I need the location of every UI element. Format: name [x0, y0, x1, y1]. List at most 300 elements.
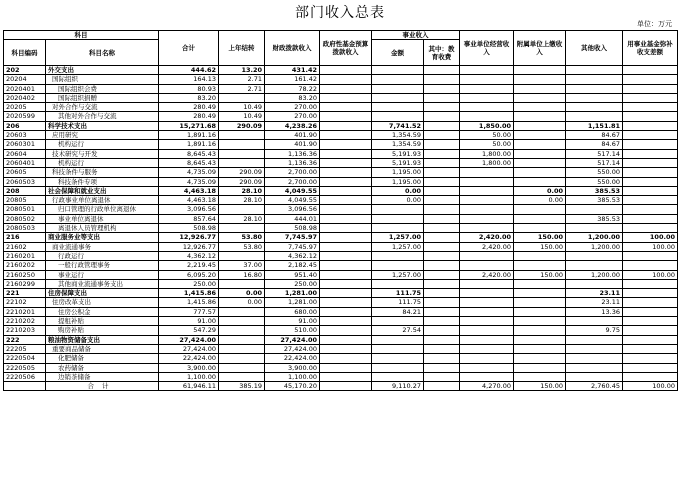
cell-total: 1,891.16 — [159, 140, 219, 149]
cell-name: 国际组织会费 — [46, 84, 159, 93]
cell-name: 提租补贴 — [46, 317, 159, 326]
cell-bizamt: 27.54 — [372, 326, 424, 335]
cell-bizop: 1,800.00 — [460, 158, 514, 167]
cell-other: 517.14 — [566, 158, 623, 167]
cell-aff — [514, 326, 566, 335]
cell-carryover: 53.80 — [219, 242, 265, 251]
cell-code: 2210203 — [4, 326, 46, 335]
table-row — [4, 317, 678, 326]
unit-label: 单位：万元 — [637, 20, 672, 28]
cell-total: 4,735.09 — [159, 168, 219, 177]
cell-total: 857.64 — [159, 214, 219, 223]
cell-govfund — [320, 307, 372, 316]
cell-name: 归口管理的行政单位离退休 — [46, 205, 159, 214]
cell-aff — [514, 261, 566, 270]
cell-code: 20204 — [4, 75, 46, 84]
cell-bizop: 50.00 — [460, 140, 514, 149]
cell-reserve — [623, 224, 678, 233]
cell-total: 4,362.12 — [159, 251, 219, 260]
cell-name: 住房保障支出 — [46, 289, 159, 298]
table-row — [4, 140, 678, 149]
cell-aff: 150.00 — [514, 233, 566, 242]
cell-carryover — [219, 335, 265, 344]
cell-aff — [514, 298, 566, 307]
cell-total: 12,926.77 — [159, 242, 219, 251]
cell-govfund — [320, 242, 372, 251]
cell-bizamt — [372, 224, 424, 233]
cell-reserve — [623, 205, 678, 214]
cell-bizamt — [372, 93, 424, 102]
cell-carryover: 10.49 — [219, 103, 265, 112]
cell-carryover: 0.00 — [219, 298, 265, 307]
cell-reserve: 100.00 — [623, 242, 678, 251]
cell-govfund — [320, 168, 372, 177]
cell-total: 547.29 — [159, 326, 219, 335]
cell-other: 550.00 — [566, 168, 623, 177]
cell-total: 280.49 — [159, 103, 219, 112]
cell-carryover: 53.80 — [219, 233, 265, 242]
cell-other: 1,200.00 — [566, 270, 623, 279]
cell-fiscal: 7,745.97 — [265, 242, 320, 251]
header-reserve: 用事业基金弥补收支差额 — [623, 31, 678, 66]
header-affiliated: 附属单位上缴收入 — [514, 31, 566, 66]
cell-code — [4, 382, 46, 391]
table-row — [4, 75, 678, 84]
cell-bizop — [460, 66, 514, 75]
cell-other: 385.53 — [566, 214, 623, 223]
cell-name: 国际组织捐赠 — [46, 93, 159, 102]
cell-fiscal: 1,100.00 — [265, 372, 320, 381]
cell-bizop — [460, 103, 514, 112]
cell-carryover — [219, 279, 265, 288]
cell-carryover: 13.20 — [219, 66, 265, 75]
cell-fiscal: 680.00 — [265, 307, 320, 316]
cell-name: 离退休人员管理机构 — [46, 224, 159, 233]
cell-carryover — [219, 205, 265, 214]
cell-edu — [424, 307, 460, 316]
cell-other — [566, 251, 623, 260]
table-row — [4, 186, 678, 195]
cell-edu — [424, 66, 460, 75]
cell-code: 2060503 — [4, 177, 46, 186]
cell-other: 84.67 — [566, 140, 623, 149]
cell-edu — [424, 233, 460, 242]
cell-reserve — [623, 112, 678, 121]
table-row — [4, 177, 678, 186]
cell-fiscal: 22,424.00 — [265, 354, 320, 363]
cell-govfund — [320, 121, 372, 130]
cell-other: 2,760.45 — [566, 382, 623, 391]
cell-code: 2020402 — [4, 93, 46, 102]
cell-aff — [514, 84, 566, 93]
cell-reserve — [623, 251, 678, 260]
cell-carryover: 290.09 — [219, 121, 265, 130]
cell-aff — [514, 307, 566, 316]
cell-govfund — [320, 93, 372, 102]
cell-code: 2210201 — [4, 307, 46, 316]
cell-fiscal: 1,281.00 — [265, 298, 320, 307]
cell-fiscal: 27,424.00 — [265, 344, 320, 353]
cell-name: 机构运行 — [46, 158, 159, 167]
cell-bizamt: 1,354.59 — [372, 131, 424, 140]
cell-name: 外交支出 — [46, 66, 159, 75]
cell-other: 9.75 — [566, 326, 623, 335]
cell-other — [566, 279, 623, 288]
table-row — [4, 251, 678, 260]
cell-edu — [424, 326, 460, 335]
cell-aff — [514, 372, 566, 381]
cell-total: 6,095.20 — [159, 270, 219, 279]
table-row — [4, 261, 678, 270]
cell-bizamt: 7,741.52 — [372, 121, 424, 130]
cell-bizop — [460, 205, 514, 214]
cell-bizamt: 0.00 — [372, 186, 424, 195]
cell-bizamt: 84.21 — [372, 307, 424, 316]
cell-code: 22205 — [4, 344, 46, 353]
table-row — [4, 344, 678, 353]
cell-bizop — [460, 372, 514, 381]
cell-total: 91.00 — [159, 317, 219, 326]
header-carryover: 上年结转 — [219, 31, 265, 66]
cell-edu — [424, 186, 460, 195]
cell-carryover — [219, 93, 265, 102]
cell-code: 2160250 — [4, 270, 46, 279]
cell-other: 550.00 — [566, 177, 623, 186]
cell-edu — [424, 214, 460, 223]
table-row — [4, 131, 678, 140]
cell-aff — [514, 344, 566, 353]
cell-carryover: 2.71 — [219, 84, 265, 93]
page-title: 部门收入总表 — [295, 5, 385, 21]
cell-reserve — [623, 261, 678, 270]
cell-edu — [424, 131, 460, 140]
cell-reserve — [623, 158, 678, 167]
cell-bizamt: 5,191.93 — [372, 158, 424, 167]
cell-reserve — [623, 326, 678, 335]
cell-bizamt — [372, 363, 424, 372]
cell-code: 2060401 — [4, 158, 46, 167]
cell-bizamt — [372, 66, 424, 75]
cell-carryover — [219, 131, 265, 140]
cell-bizop: 1,850.00 — [460, 121, 514, 130]
cell-fiscal: 951.40 — [265, 270, 320, 279]
cell-fiscal: 1,136.36 — [265, 149, 320, 158]
cell-bizamt: 9,110.27 — [372, 382, 424, 391]
header-fiscal: 财政拨款收入 — [265, 31, 320, 66]
cell-reserve — [623, 84, 678, 93]
cell-total: 15,271.68 — [159, 121, 219, 130]
cell-code: 206 — [4, 121, 46, 130]
cell-name: 粮油物资储备支出 — [46, 335, 159, 344]
cell-aff — [514, 214, 566, 223]
cell-bizop — [460, 326, 514, 335]
header-total: 合计 — [159, 31, 219, 66]
cell-aff — [514, 103, 566, 112]
cell-bizamt — [372, 205, 424, 214]
table-row — [4, 326, 678, 335]
table-row — [4, 196, 678, 205]
cell-bizop — [460, 196, 514, 205]
cell-edu — [424, 149, 460, 158]
cell-bizop — [460, 335, 514, 344]
cell-bizop — [460, 84, 514, 93]
cell-name: 一般行政管理事务 — [46, 261, 159, 270]
cell-bizamt — [372, 75, 424, 84]
header-govfund: 政府性基金预算拨款收入 — [320, 31, 372, 66]
cell-govfund — [320, 224, 372, 233]
cell-name: 重要商品储备 — [46, 344, 159, 353]
cell-aff — [514, 66, 566, 75]
cell-other — [566, 93, 623, 102]
cell-other: 84.67 — [566, 131, 623, 140]
cell-govfund — [320, 363, 372, 372]
cell-bizamt: 111.75 — [372, 298, 424, 307]
cell-govfund — [320, 140, 372, 149]
table-row — [4, 168, 678, 177]
cell-aff — [514, 93, 566, 102]
cell-govfund — [320, 270, 372, 279]
cell-fiscal: 4,049.55 — [265, 186, 320, 195]
cell-bizamt — [372, 279, 424, 288]
cell-reserve — [623, 168, 678, 177]
table-row — [4, 158, 678, 167]
cell-fiscal: 4,049.55 — [265, 196, 320, 205]
cell-other: 1,151.81 — [566, 121, 623, 130]
cell-total: 3,900.00 — [159, 363, 219, 372]
cell-reserve — [623, 121, 678, 130]
cell-total: 444.62 — [159, 66, 219, 75]
cell-fiscal: 4,362.12 — [265, 251, 320, 260]
cell-code: 2220506 — [4, 372, 46, 381]
cell-other — [566, 66, 623, 75]
cell-aff: 150.00 — [514, 382, 566, 391]
cell-govfund — [320, 233, 372, 242]
cell-bizop — [460, 298, 514, 307]
cell-other: 385.53 — [566, 196, 623, 205]
cell-bizamt: 0.00 — [372, 196, 424, 205]
cell-govfund — [320, 251, 372, 260]
cell-aff: 150.00 — [514, 242, 566, 251]
cell-other — [566, 372, 623, 381]
cell-aff — [514, 131, 566, 140]
cell-code: 22102 — [4, 298, 46, 307]
cell-govfund — [320, 158, 372, 167]
table-row — [4, 224, 678, 233]
cell-total: 1,415.86 — [159, 289, 219, 298]
cell-code: 2080501 — [4, 205, 46, 214]
cell-reserve — [623, 140, 678, 149]
cell-carryover: 0.00 — [219, 289, 265, 298]
header-business: 事业收入 — [372, 31, 460, 40]
cell-code: 2210202 — [4, 317, 46, 326]
cell-bizop — [460, 168, 514, 177]
cell-name: 事业单位离退休 — [46, 214, 159, 223]
cell-reserve — [623, 186, 678, 195]
cell-reserve — [623, 354, 678, 363]
table-row — [4, 363, 678, 372]
cell-name: 合计 — [46, 382, 159, 391]
cell-bizop — [460, 354, 514, 363]
cell-other — [566, 261, 623, 270]
cell-aff — [514, 75, 566, 84]
cell-carryover: 2.71 — [219, 75, 265, 84]
cell-code: 20604 — [4, 149, 46, 158]
cell-carryover: 28.10 — [219, 196, 265, 205]
cell-name: 应用研究 — [46, 131, 159, 140]
cell-name: 国际组织 — [46, 75, 159, 84]
cell-total: 1,415.86 — [159, 298, 219, 307]
cell-reserve — [623, 177, 678, 186]
header-business-amount: 金额 — [372, 40, 424, 66]
cell-aff — [514, 158, 566, 167]
cell-govfund — [320, 66, 372, 75]
header-name: 科目名称 — [46, 40, 159, 66]
cell-bizop — [460, 112, 514, 121]
cell-govfund — [320, 103, 372, 112]
cell-carryover: 28.10 — [219, 214, 265, 223]
table-row — [4, 66, 678, 75]
cell-aff — [514, 289, 566, 298]
cell-fiscal: 401.90 — [265, 140, 320, 149]
cell-other — [566, 363, 623, 372]
cell-code: 2160201 — [4, 251, 46, 260]
cell-total: 27,424.00 — [159, 335, 219, 344]
cell-other — [566, 103, 623, 112]
cell-aff — [514, 317, 566, 326]
income-table — [3, 30, 678, 391]
cell-code: 2020599 — [4, 112, 46, 121]
table-row — [4, 103, 678, 112]
cell-total: 80.93 — [159, 84, 219, 93]
cell-reserve — [623, 363, 678, 372]
table-row — [4, 354, 678, 363]
table-row — [4, 233, 678, 242]
cell-name: 农药储备 — [46, 363, 159, 372]
cell-reserve — [623, 66, 678, 75]
cell-name: 科技条件与服务 — [46, 168, 159, 177]
cell-edu — [424, 270, 460, 279]
cell-reserve — [623, 149, 678, 158]
cell-govfund — [320, 214, 372, 223]
cell-fiscal: 78.22 — [265, 84, 320, 93]
cell-name: 科学技术支出 — [46, 121, 159, 130]
table-row — [4, 307, 678, 316]
cell-edu — [424, 205, 460, 214]
cell-bizamt: 5,191.93 — [372, 149, 424, 158]
cell-name: 技术研究与开发 — [46, 149, 159, 158]
table-row — [4, 121, 678, 130]
table-row — [4, 242, 678, 251]
cell-bizamt — [372, 261, 424, 270]
cell-total: 22,424.00 — [159, 354, 219, 363]
cell-edu — [424, 121, 460, 130]
cell-carryover — [219, 372, 265, 381]
cell-total: 280.49 — [159, 112, 219, 121]
cell-edu — [424, 103, 460, 112]
cell-edu — [424, 84, 460, 93]
cell-bizop: 2,420.00 — [460, 270, 514, 279]
cell-fiscal: 91.00 — [265, 317, 320, 326]
cell-govfund — [320, 112, 372, 121]
cell-reserve — [623, 131, 678, 140]
cell-fiscal: 1,136.36 — [265, 158, 320, 167]
cell-bizamt — [372, 103, 424, 112]
cell-bizamt — [372, 317, 424, 326]
cell-fiscal: 2,182.45 — [265, 261, 320, 270]
cell-govfund — [320, 289, 372, 298]
cell-fiscal: 7,745.97 — [265, 233, 320, 242]
cell-name: 科技条件专项 — [46, 177, 159, 186]
cell-govfund — [320, 335, 372, 344]
cell-reserve — [623, 289, 678, 298]
cell-carryover: 10.49 — [219, 112, 265, 121]
cell-aff — [514, 112, 566, 121]
cell-govfund — [320, 326, 372, 335]
cell-bizop: 4,270.00 — [460, 382, 514, 391]
cell-edu — [424, 158, 460, 167]
cell-other: 23.11 — [566, 289, 623, 298]
cell-other — [566, 205, 623, 214]
cell-bizamt — [372, 344, 424, 353]
cell-fiscal: 27,424.00 — [265, 335, 320, 344]
header-subject: 科目 — [4, 31, 159, 40]
cell-fiscal: 45,170.20 — [265, 382, 320, 391]
cell-reserve: 100.00 — [623, 382, 678, 391]
cell-code: 2160299 — [4, 279, 46, 288]
total-row — [4, 382, 678, 391]
cell-govfund — [320, 131, 372, 140]
cell-code: 2220504 — [4, 354, 46, 363]
cell-fiscal: 2,700.00 — [265, 168, 320, 177]
cell-total: 1,891.16 — [159, 131, 219, 140]
cell-other: 517.14 — [566, 149, 623, 158]
cell-bizamt: 1,257.00 — [372, 242, 424, 251]
cell-bizamt — [372, 372, 424, 381]
cell-edu — [424, 279, 460, 288]
cell-govfund — [320, 279, 372, 288]
cell-carryover: 290.09 — [219, 177, 265, 186]
cell-edu — [424, 242, 460, 251]
cell-govfund — [320, 317, 372, 326]
cell-bizamt: 1,195.00 — [372, 168, 424, 177]
cell-aff — [514, 251, 566, 260]
cell-reserve — [623, 214, 678, 223]
cell-edu — [424, 354, 460, 363]
cell-fiscal: 83.20 — [265, 93, 320, 102]
cell-other: 13.36 — [566, 307, 623, 316]
cell-other — [566, 84, 623, 93]
cell-name: 其他商业流通事务支出 — [46, 279, 159, 288]
cell-bizop: 2,420.00 — [460, 233, 514, 242]
cell-govfund — [320, 205, 372, 214]
table-row — [4, 270, 678, 279]
cell-total: 4,463.18 — [159, 186, 219, 195]
table-row — [4, 205, 678, 214]
cell-carryover — [219, 158, 265, 167]
cell-edu — [424, 317, 460, 326]
cell-total: 777.57 — [159, 307, 219, 316]
cell-fiscal: 431.42 — [265, 66, 320, 75]
cell-name: 商业服务业等支出 — [46, 233, 159, 242]
cell-aff — [514, 177, 566, 186]
cell-fiscal: 270.00 — [265, 103, 320, 112]
cell-name: 机构运行 — [46, 140, 159, 149]
cell-total: 27,424.00 — [159, 344, 219, 353]
cell-name: 对外合作与交流 — [46, 103, 159, 112]
cell-other: 385.53 — [566, 186, 623, 195]
cell-name: 化肥储备 — [46, 354, 159, 363]
cell-bizop — [460, 344, 514, 353]
